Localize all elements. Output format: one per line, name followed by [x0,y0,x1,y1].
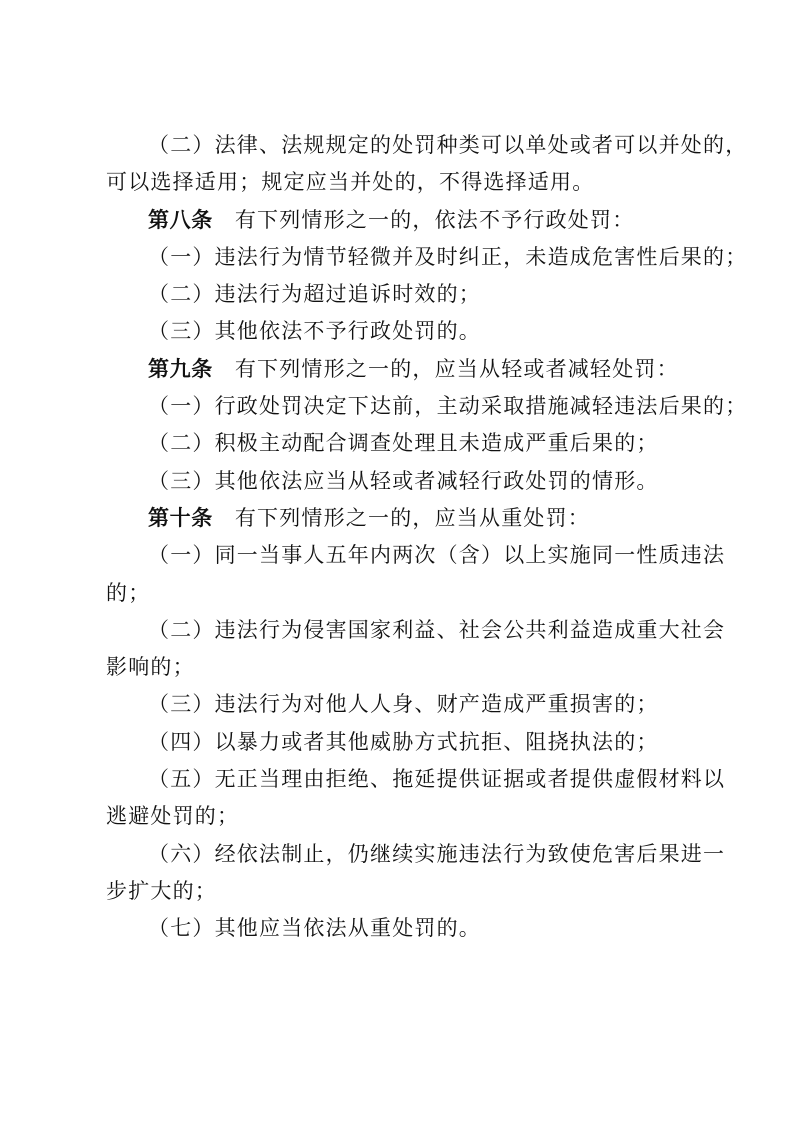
paragraph-line: （一）同一当事人五年内两次（含）以上实施同一性质违法 [148,543,726,568]
paragraph-line: 影响的； [106,655,195,680]
paragraph-line: 的； [106,580,151,605]
paragraph-line: （三）其他依法应当从轻或者减轻行政处罚的情形。 [148,468,659,493]
article-text: 有下列情形之一的，依法不予行政处罚： [234,207,635,232]
paragraph-line: 可以选择适用；规定应当并处的，不得选择适用。 [106,170,595,195]
paragraph-line: （七）其他应当依法从重处罚的。 [148,916,481,941]
paragraph-line: （二）违法行为侵害国家利益、社会公共利益造成重大社会 [148,617,726,642]
article-heading-line [106,351,702,388]
article-title: 第十条 [148,505,213,530]
paragraph-line: （四）以暴力或者其他威胁方式抗拒、阻挠执法的； [148,729,659,754]
article-title: 第九条 [148,356,213,381]
article-title: 第八条 [148,207,213,232]
paragraph-line: （二）违法行为超过追诉时效的； [148,282,481,307]
paragraph-line: （三）违法行为对他人人身、财产造成严重损害的； [148,692,659,717]
article-text: 有下列情形之一的，应当从轻或者减轻处罚： [234,356,679,381]
article-text: 有下列情形之一的，应当从重处罚： [234,505,591,530]
paragraph-line: （五）无正当理由拒绝、拖延提供证据或者提供虚假材料以 [148,767,726,792]
document-body [106,127,748,948]
article-heading-line [106,202,702,239]
paragraph-line: （一）行政处罚决定下达前，主动采取措施减轻违法后果的； [148,394,748,419]
article-heading-line [106,500,702,537]
paragraph-line: （二）积极主动配合调查处理且未造成严重后果的； [148,431,659,456]
paragraph-line: 步扩大的； [106,878,217,903]
paragraph-line: （一）违法行为情节轻微并及时纠正，未造成危害性后果的； [148,244,748,269]
paragraph-line: （六）经依法制止，仍继续实施违法行为致使危害后果进一 [148,841,726,866]
paragraph-line: 逃避处罚的； [106,804,240,829]
paragraph-line: （二）法律、法规规定的处罚种类可以单处或者可以并处的， [148,133,748,157]
paragraph-line: （三）其他依法不予行政处罚的。 [148,319,481,344]
